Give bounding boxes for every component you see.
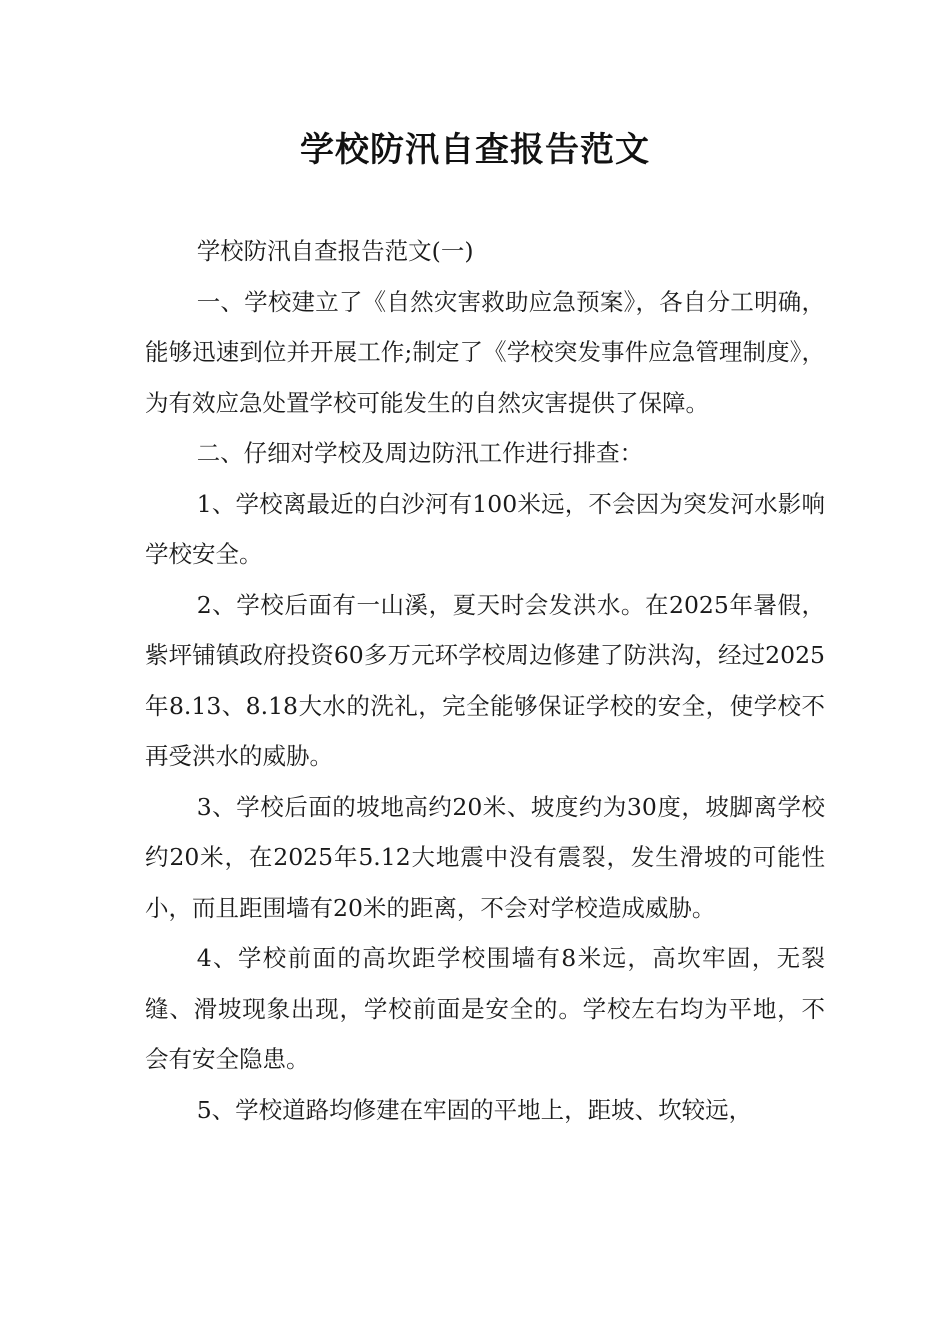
paragraph-subtitle: 学校防汛自查报告范文(一)	[196, 237, 474, 265]
document-title: 学校防汛自查报告范文	[300, 130, 650, 170]
paragraph-4: 2、学校后面有一山溪，夏天时会发洪水。在2025年暑假，紫坪铺镇政府投资60多万元环学校周边修建了防洪沟，经过2025年8.13、8.18大水的洗礼，完全能够保证学校的安全，使学校不再受洪水的威胁。	[145, 590, 825, 770]
paragraph-7: 5、学校道路均修建在牢固的平地上，距坡、坎较远，	[196, 1095, 753, 1124]
paragraph-3: 1、学校离最近的白沙河有100米远，不会因为突发河水影响学校安全。	[145, 489, 825, 568]
paragraph-2: 二、仔细对学校及周边防汛工作进行排查：	[196, 439, 644, 467]
paragraph-5: 3、学校后面的坡地高约20米、坡度约为30度，坡脚离学校约20米，在2025年5.12大地震中没有震裂，发生滑坡的可能性小，而且距围墙有20米的距离，不会对学校造成威胁。	[145, 792, 825, 922]
paragraph-1: 一、学校建立了《自然灾害救助应急预案》，各自分工明确，能够迅速到位并开展工作;制定了《学校突发事件应急管理制度》，为有效应急处置学校可能发生的自然灾害提供了保障。	[145, 287, 825, 417]
paragraph-6: 4、学校前面的高坎距学校围墙有8米远，高坎牢固，无裂缝、滑坡现象出现，学校前面是安全的。学校左右均为平地，不会有安全隐患。	[145, 944, 825, 1073]
document-body	[145, 226, 825, 1135]
